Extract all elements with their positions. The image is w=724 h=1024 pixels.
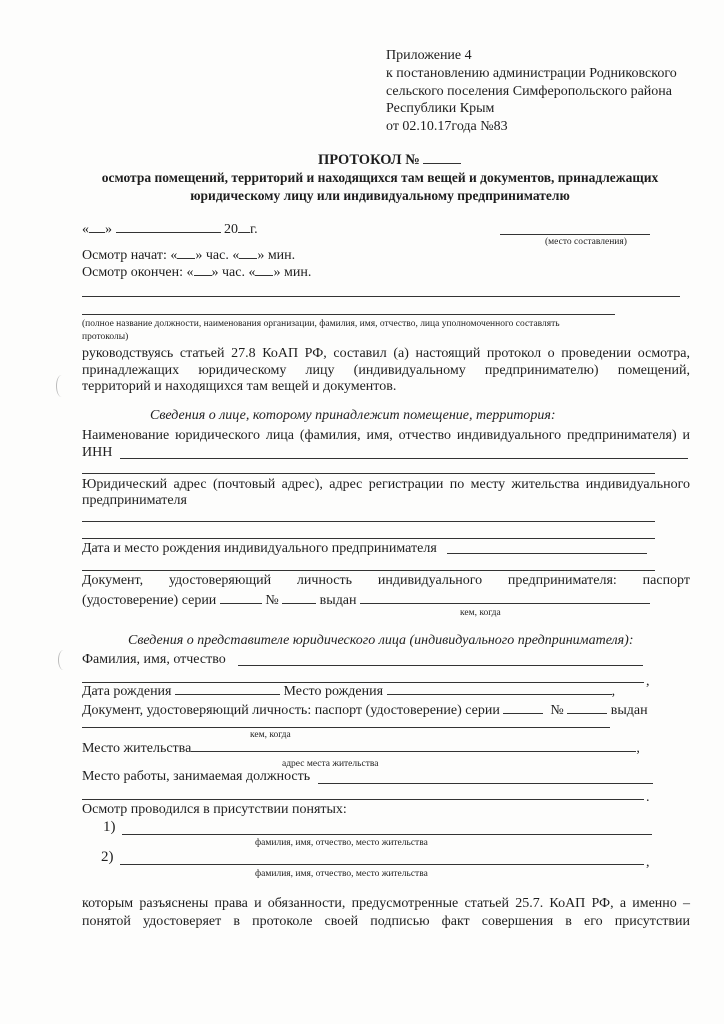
owner-birth-field[interactable] <box>447 553 647 554</box>
rep-work-label: Место работы, занимаемая должность <box>82 769 311 784</box>
appendix-line: Республики Крым <box>386 101 495 116</box>
residence-caption: адрес места жительства <box>282 759 379 769</box>
dot: . <box>646 790 650 805</box>
owner-heading: Сведения о лице, которому принадлежит помещение, территория: <box>150 408 556 423</box>
official-caption: протоколы) <box>82 332 129 342</box>
official-caption: (полное название должности, наименования организации, фамилия, имя, отчество, лица уполномоченного составлять <box>82 319 560 329</box>
rep-work-field[interactable] <box>318 783 653 784</box>
appendix-line: от 02.10.17года №83 <box>386 119 508 134</box>
page-title: ПРОТОКОЛ № <box>318 151 461 169</box>
witness-caption: фамилия, имя, отчество, место жительства <box>255 838 428 848</box>
rep-fio-label: Фамилия, имя, отчество <box>82 652 226 667</box>
appendix-line: к постановлению администрации Родниковского <box>386 66 677 81</box>
who-when-caption: кем, когда <box>250 730 291 740</box>
appendix-line: Приложение 4 <box>386 48 472 63</box>
date-field[interactable]: « » 20 г. <box>82 222 258 237</box>
witness-1-label: 1) <box>103 819 116 835</box>
owner-doc-series[interactable]: (удостоверение) серии № выдан <box>82 591 650 609</box>
rep-birth[interactable]: Дата рождения Место рождения , <box>82 684 616 699</box>
inn-label: ИНН <box>82 445 113 460</box>
owner-name-field[interactable] <box>82 473 655 474</box>
rep-fio-field[interactable] <box>238 665 643 666</box>
rep-heading: Сведения о представителе юридического лица (индивидуального предпринимателя): <box>128 633 634 648</box>
intro-text: руководствуясь статьей 27.8 КоАП РФ, составил (а) настоящий протокол о проведении осмотра, <box>82 346 690 361</box>
witness-2-field[interactable] <box>120 864 644 865</box>
owner-name-label: Наименование юридического лица (фамилия, имя, отчество индивидуального предпринимателя) и <box>82 428 690 443</box>
comma: , <box>646 855 650 870</box>
owner-birth-field[interactable] <box>82 570 655 571</box>
official-field[interactable] <box>82 314 615 315</box>
scan-mark <box>58 650 69 670</box>
owner-address-field[interactable] <box>82 538 655 539</box>
rights-text: понятой удостоверяет в протоколе своей подписью факт совершения в его присутствии <box>82 914 690 929</box>
owner-address-field[interactable] <box>82 521 655 522</box>
official-field[interactable] <box>82 296 680 297</box>
witness-1-field[interactable] <box>122 834 652 835</box>
owner-birth-label: Дата и место рождения индивидуального предпринимателя <box>82 541 437 556</box>
intro-text: принадлежащих юридическому лицу (индивидуальному предпринимателю) помещений, <box>82 363 690 378</box>
scan-mark <box>56 375 67 397</box>
witness-caption: фамилия, имя, отчество, место жительства <box>255 869 428 879</box>
owner-address-label: предпринимателя <box>82 493 187 508</box>
place-caption: (место составления) <box>545 237 627 247</box>
who-when-caption: кем, когда <box>460 608 501 618</box>
end-time[interactable]: Осмотр окончен: « » час. « » мин. <box>82 265 312 280</box>
start-time[interactable]: Осмотр начат: « » час. « » мин. <box>82 248 296 263</box>
rights-text: которым разъяснены права и обязанности, предусмотренные статьей 25.7. КоАП РФ, а именно – <box>82 896 690 911</box>
intro-text: территорий и находящихся там вещей и документов. <box>82 379 397 394</box>
owner-name-field[interactable] <box>120 458 688 459</box>
subtitle: юридическому лицу или индивидуальному предпринимателю <box>190 188 570 203</box>
rep-doc[interactable]: Документ, удостоверяющий личность: паспорт (удостоверение) серии № выдан <box>82 703 648 718</box>
place-field[interactable] <box>500 234 650 235</box>
subtitle: осмотра помещений, территорий и находящихся там вещей и документов, принадлежащих <box>101 170 659 185</box>
witness-2-label: 2) <box>101 849 114 865</box>
appendix-line: сельского поселения Симферопольского района <box>386 84 672 99</box>
owner-doc-label: Документ, удостоверяющий личность индивидуального предпринимателя: паспорт <box>82 573 690 588</box>
witnesses-label: Осмотр проводился в присутствии понятых: <box>82 802 347 817</box>
rep-residence[interactable]: Место жительства , <box>82 741 640 756</box>
comma: , <box>646 674 650 689</box>
rep-work-field[interactable] <box>82 799 644 800</box>
rep-doc-field[interactable] <box>82 727 610 728</box>
owner-address-label: Юридический адрес (почтовый адрес), адрес регистрации по месту жительства индивидуального <box>82 477 690 492</box>
